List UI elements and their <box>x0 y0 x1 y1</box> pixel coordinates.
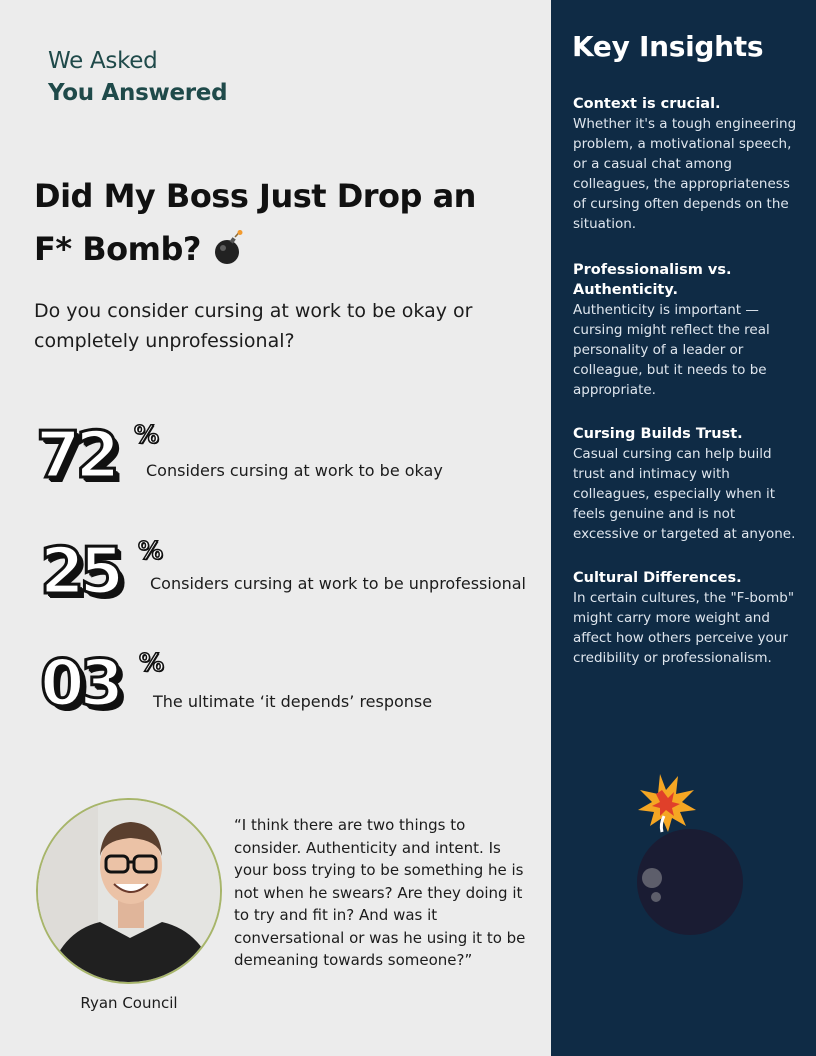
insight-professionalism <box>573 260 801 400</box>
stat-unit: % <box>138 536 164 565</box>
insight-heading: Cursing Builds Trust. <box>573 426 743 442</box>
insight-culture <box>573 568 801 668</box>
stat-unit: % <box>134 420 160 449</box>
stat-description: The ultimate ‘it depends’ response <box>153 692 433 711</box>
insight-body: In certain cultures, the "F-bomb" might carry more weight and affect how others perceive your credibility or professionalism. <box>573 590 795 666</box>
insight-heading: Cultural Differences. <box>573 570 742 586</box>
stat-unit: % <box>139 648 165 677</box>
page-title-text: Did My Boss Just Drop an F* Bomb? <box>34 177 476 268</box>
stat-description: Considers cursing at work to be okay <box>146 461 443 480</box>
stat-value: 25 <box>40 535 120 609</box>
insight-body: Authenticity is important — cursing might reflect the real personality of a leader or colleague, but it needs to be appropriate. <box>573 302 770 398</box>
stat-unprofessional <box>0 536 551 616</box>
insight-heading: Context is crucial. <box>573 96 721 112</box>
survey-question: Do you consider cursing at work to be okay or completely unprofessional? <box>34 300 473 352</box>
insight-body: Whether it's a tough engineering problem, a motivational speech, or a casual chat among colleagues, the appropriateness of cursing often depends on the situation. <box>573 116 797 232</box>
insight-heading: Professionalism vs. Authenticity. <box>573 262 732 298</box>
stat-value: 03 <box>40 647 120 721</box>
stat-description: Considers cursing at work to be unprofessional <box>150 574 526 593</box>
person-photo <box>36 798 222 984</box>
page-title <box>34 170 494 276</box>
sidebar-title: Key Insights <box>572 30 764 63</box>
insight-trust <box>573 424 801 544</box>
eyebrow-line-1: We Asked <box>48 48 158 74</box>
testimonial-quote: “I think there are two things to consider. Authenticity and intent. Is your boss trying to be something he is not when he swears? Are they doing it to try and fit in? And was it conversational or was he using it to be demeaning towards someone?” <box>234 816 526 969</box>
insight-context <box>573 94 801 234</box>
stat-okay <box>0 420 551 500</box>
bomb-illustration-icon <box>600 760 770 950</box>
stat-depends <box>0 648 551 728</box>
insight-body: Casual cursing can help build trust and intimacy with colleagues, especially when it feels genuine and is not excessive or targeted at anyone. <box>573 446 796 542</box>
stat-value: 72 <box>36 419 116 493</box>
bomb-icon <box>212 229 246 265</box>
person-name: Ryan Council <box>80 994 178 1012</box>
eyebrow-line-2: You Answered <box>48 80 228 106</box>
